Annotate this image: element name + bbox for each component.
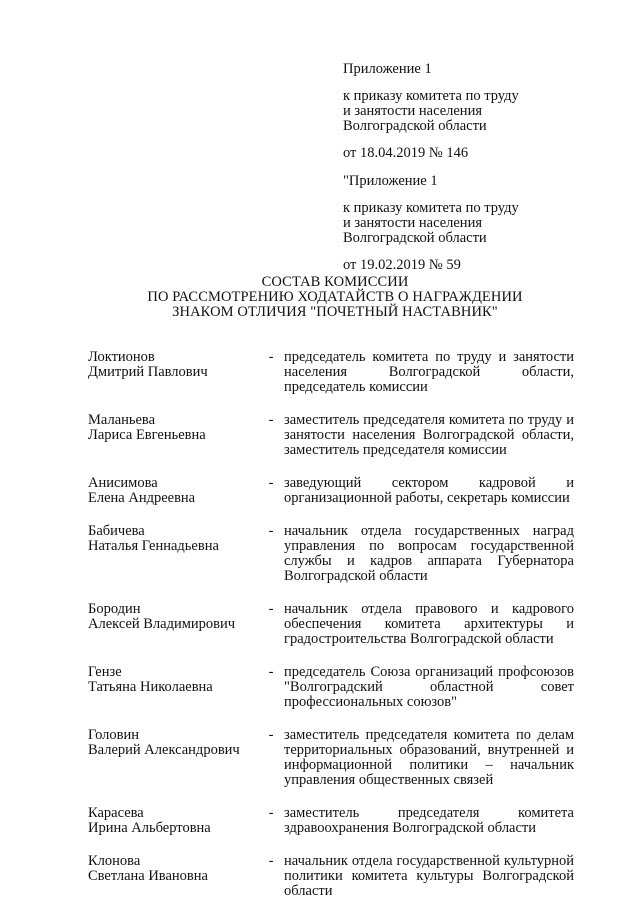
member-row [88,854,578,899]
title-line-2: ПО РАССМОТРЕНИЮ ХОДАТАЙСТВ О НАГРАЖДЕНИИ [147,289,523,305]
member-row [88,602,578,647]
member-dash: - [268,349,274,365]
commission-members-list [88,350,578,899]
member-name: Маланьева Лариса Евгеньевна [88,412,206,443]
member-dash: - [268,601,274,617]
member-name: Анисимова Елена Андреевна [88,475,196,506]
appendix-date-number: от 19.02.2019 № 59 [343,257,461,273]
member-row [88,806,578,836]
member-name: Бородин Алексей Владимирович [88,601,236,632]
appendix-heading: "Приложение 1 [343,173,438,189]
appendix-order-reference: к приказу комитета по труду и занятости населения Волгоградской области [343,200,519,246]
member-role: председатель Союза организаций профсоюзов "Волгоградский областной совет профессиональных союзов" [284,664,574,710]
member-dash: - [268,805,274,821]
member-name: Бабичева Наталья Геннадьевна [88,523,219,554]
member-name: Гензе Татьяна Николаевна [88,664,213,695]
member-role: заместитель председателя комитета по делам территориальных образований, внутренней и информационной политики – начальник управления общественных связей [284,727,574,788]
member-row [88,413,578,458]
member-name: Клонова Светлана Ивановна [88,853,208,884]
appendix-block-original [343,174,593,273]
member-name: Карасева Ирина Альбертовна [88,805,211,836]
member-role: заместитель председателя комитета здравоохранения Волгоградской области [284,805,574,836]
title-line-3: ЗНАКОМ ОТЛИЧИЯ "ПОЧЕТНЫЙ НАСТАВНИК" [172,304,498,320]
member-row [88,524,578,584]
member-name: Головин Валерий Александрович [88,727,240,758]
appendix-date-number: от 18.04.2019 № 146 [343,145,469,161]
member-dash: - [268,853,274,869]
member-role: начальник отдела государственных наград управления по вопросам государственной службы и кадров аппарата Губернатора Волгоградской области [284,523,574,584]
member-role: заместитель председателя комитета по труду и занятости населения Волгоградской области, заместитель председателя комиссии [284,412,574,458]
member-dash: - [268,664,274,680]
member-role: начальник отдела правового и кадрового обеспечения комитета архитектуры и градостроительства Волгоградской области [284,601,574,647]
member-role: заведующий сектором кадровой и организационной работы, секретарь комиссии [284,475,574,506]
member-dash: - [268,523,274,539]
member-row [88,350,578,395]
document-title [100,275,570,320]
title-line-1: СОСТАВ КОМИССИИ [261,274,409,290]
appendix-block-current [343,62,593,161]
member-role: председатель комитета по труду и занятости населения Волгоградской области, председатель комиссии [284,349,574,395]
member-row [88,665,578,710]
appendix-heading: Приложение 1 [343,61,432,77]
member-name: Локтионов Дмитрий Павлович [88,349,208,380]
member-dash: - [268,412,274,428]
member-dash: - [268,475,274,491]
appendix-order-reference: к приказу комитета по труду и занятости населения Волгоградской области [343,88,519,134]
member-row [88,728,578,788]
member-dash: - [268,727,274,743]
member-role: начальник отдела государственной культурной политики комитета культуры Волгоградской области [284,853,574,899]
member-row [88,476,578,506]
